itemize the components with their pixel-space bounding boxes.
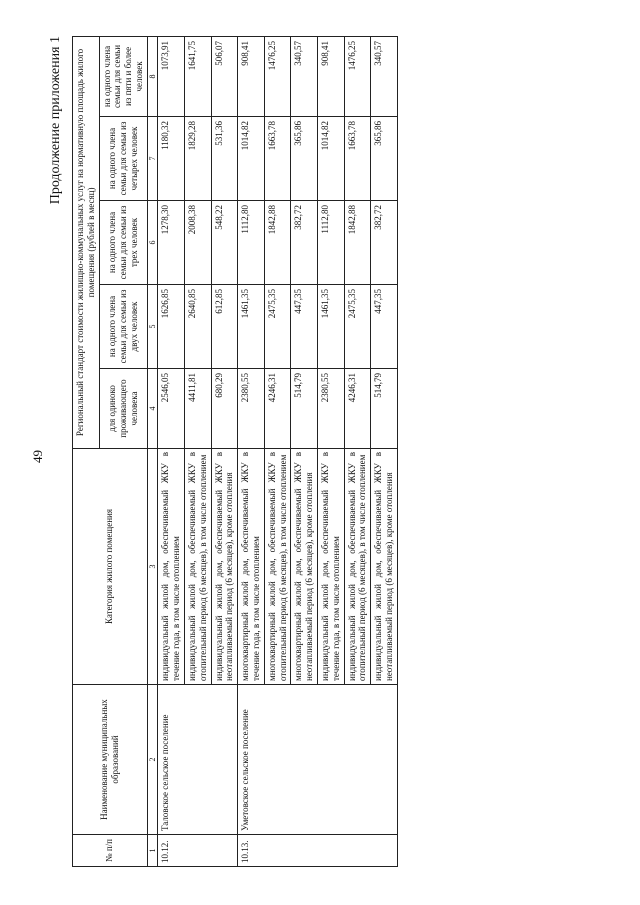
housing-standard-table [72, 36, 398, 867]
value-cell: 612,85 [211, 285, 238, 369]
value-cell: 1829,28 [184, 117, 211, 201]
value-cell: 514,79 [371, 369, 398, 449]
value-cell: 1663,78 [264, 117, 291, 201]
value-cell: 1461,35 [238, 285, 265, 369]
column-index: 5 [147, 285, 158, 369]
header-sub-5: на одного члена семьи для семьи из пяти и более человек [99, 36, 147, 116]
value-cell: 1073,91 [158, 36, 185, 116]
column-index: 7 [147, 117, 158, 201]
value-cell: 680,29 [211, 369, 238, 449]
housing-category: индивидуальный жилой дом, обеспечиваемый ЖКУ в отопительный период (6 месяцев), в том числе отоплением [184, 449, 211, 685]
value-cell: 4246,31 [344, 369, 371, 449]
row-number: 10.12. [158, 835, 238, 867]
table-row [158, 36, 185, 866]
value-cell: 1112,80 [317, 201, 344, 285]
value-cell: 1842,88 [264, 201, 291, 285]
municipality-name: Уметовское сельское поселение [238, 685, 398, 835]
value-cell: 908,41 [238, 36, 265, 116]
value-cell: 1014,82 [238, 117, 265, 201]
value-cell: 1180,32 [158, 117, 185, 201]
value-cell: 548,22 [211, 201, 238, 285]
value-cell: 4411,81 [184, 369, 211, 449]
housing-category: индивидуальный жилой дом, обеспечиваемый ЖКУ в неотапливаемый период (6 месяцев), кроме отопления [371, 449, 398, 685]
value-cell: 2380,55 [238, 369, 265, 449]
table-row [238, 36, 265, 866]
row-number: 10.13. [238, 835, 398, 867]
value-cell: 2546,05 [158, 369, 185, 449]
value-cell: 382,72 [371, 201, 398, 285]
value-cell: 365,86 [291, 117, 318, 201]
housing-category: многоквартирный жилой дом, обеспечиваемый ЖКУ в неотапливаемый период (6 месяцев), кроме отопления [291, 449, 318, 685]
value-cell: 2008,38 [184, 201, 211, 285]
value-cell: 340,57 [291, 36, 318, 116]
header-municipality: Наименование муниципальных образований [73, 685, 148, 835]
housing-category: многоквартирный жилой дом, обеспечиваемый ЖКУ в течение года, в том числе отоплением [238, 449, 265, 685]
column-index: 2 [147, 685, 158, 835]
housing-category: индивидуальный жилой дом, обеспечиваемый ЖКУ в отопительный период (6 месяцев), в том числе отоплением [344, 449, 371, 685]
value-cell: 1014,82 [317, 117, 344, 201]
header-category: Категория жилого помещения [73, 449, 148, 685]
value-cell: 365,86 [371, 117, 398, 201]
column-index-row [147, 36, 158, 866]
value-cell: 1476,25 [264, 36, 291, 116]
value-cell: 514,79 [291, 369, 318, 449]
header-group: Региональный стандарт стоимости жилищно-коммунальных услуг на нормативную площадь жилого помещения (рублей в месяц) [73, 36, 100, 448]
value-cell: 2640,85 [184, 285, 211, 369]
value-cell: 1461,35 [317, 285, 344, 369]
column-index: 1 [147, 835, 158, 867]
value-cell: 1663,78 [344, 117, 371, 201]
value-cell: 1476,25 [344, 36, 371, 116]
header-sub-1: для одиноко проживающего человека [99, 369, 147, 449]
housing-category: индивидуальный жилой дом, обеспечиваемый ЖКУ в течение года, в том числе отоплением [317, 449, 344, 685]
value-cell: 1278,30 [158, 201, 185, 285]
column-index: 4 [147, 369, 158, 449]
column-index: 3 [147, 449, 158, 685]
value-cell: 1641,75 [184, 36, 211, 116]
value-cell: 506,07 [211, 36, 238, 116]
value-cell: 1842,88 [344, 201, 371, 285]
value-cell: 447,35 [371, 285, 398, 369]
value-cell: 4246,31 [264, 369, 291, 449]
header-sub-3: на одного члена семьи для семьи из трех человек [99, 201, 147, 285]
header-no: № п/п [73, 835, 148, 867]
value-cell: 340,57 [371, 36, 398, 116]
value-cell: 531,36 [211, 117, 238, 201]
value-cell: 908,41 [317, 36, 344, 116]
housing-category: индивидуальный жилой дом, обеспечиваемый ЖКУ в течение года, в том числе отоплением [158, 449, 185, 685]
value-cell: 1112,80 [238, 201, 265, 285]
column-index: 8 [147, 36, 158, 116]
value-cell: 1626,85 [158, 285, 185, 369]
appendix-title: Продолжение приложения 1 [48, 36, 63, 205]
header-sub-2: на одного члена семьи для семьи из двух человек [99, 285, 147, 369]
housing-category: индивидуальный жилой дом, обеспечиваемый ЖКУ в неотапливаемый период (6 месяцев), кроме отопления [211, 449, 238, 685]
header-sub-4: на одного члена семьи для семьи из четырех человек [99, 117, 147, 201]
value-cell: 382,72 [291, 201, 318, 285]
value-cell: 2380,55 [317, 369, 344, 449]
value-cell: 2475,35 [344, 285, 371, 369]
page-number: 49 [30, 450, 45, 463]
housing-category: многоквартирный жилой дом, обеспечиваемый ЖКУ в отопительный период (6 месяцев), в том числе отоплением [264, 449, 291, 685]
municipality-name: Таловское сельское поселение [158, 685, 238, 835]
value-cell: 2475,35 [264, 285, 291, 369]
column-index: 6 [147, 201, 158, 285]
value-cell: 447,35 [291, 285, 318, 369]
